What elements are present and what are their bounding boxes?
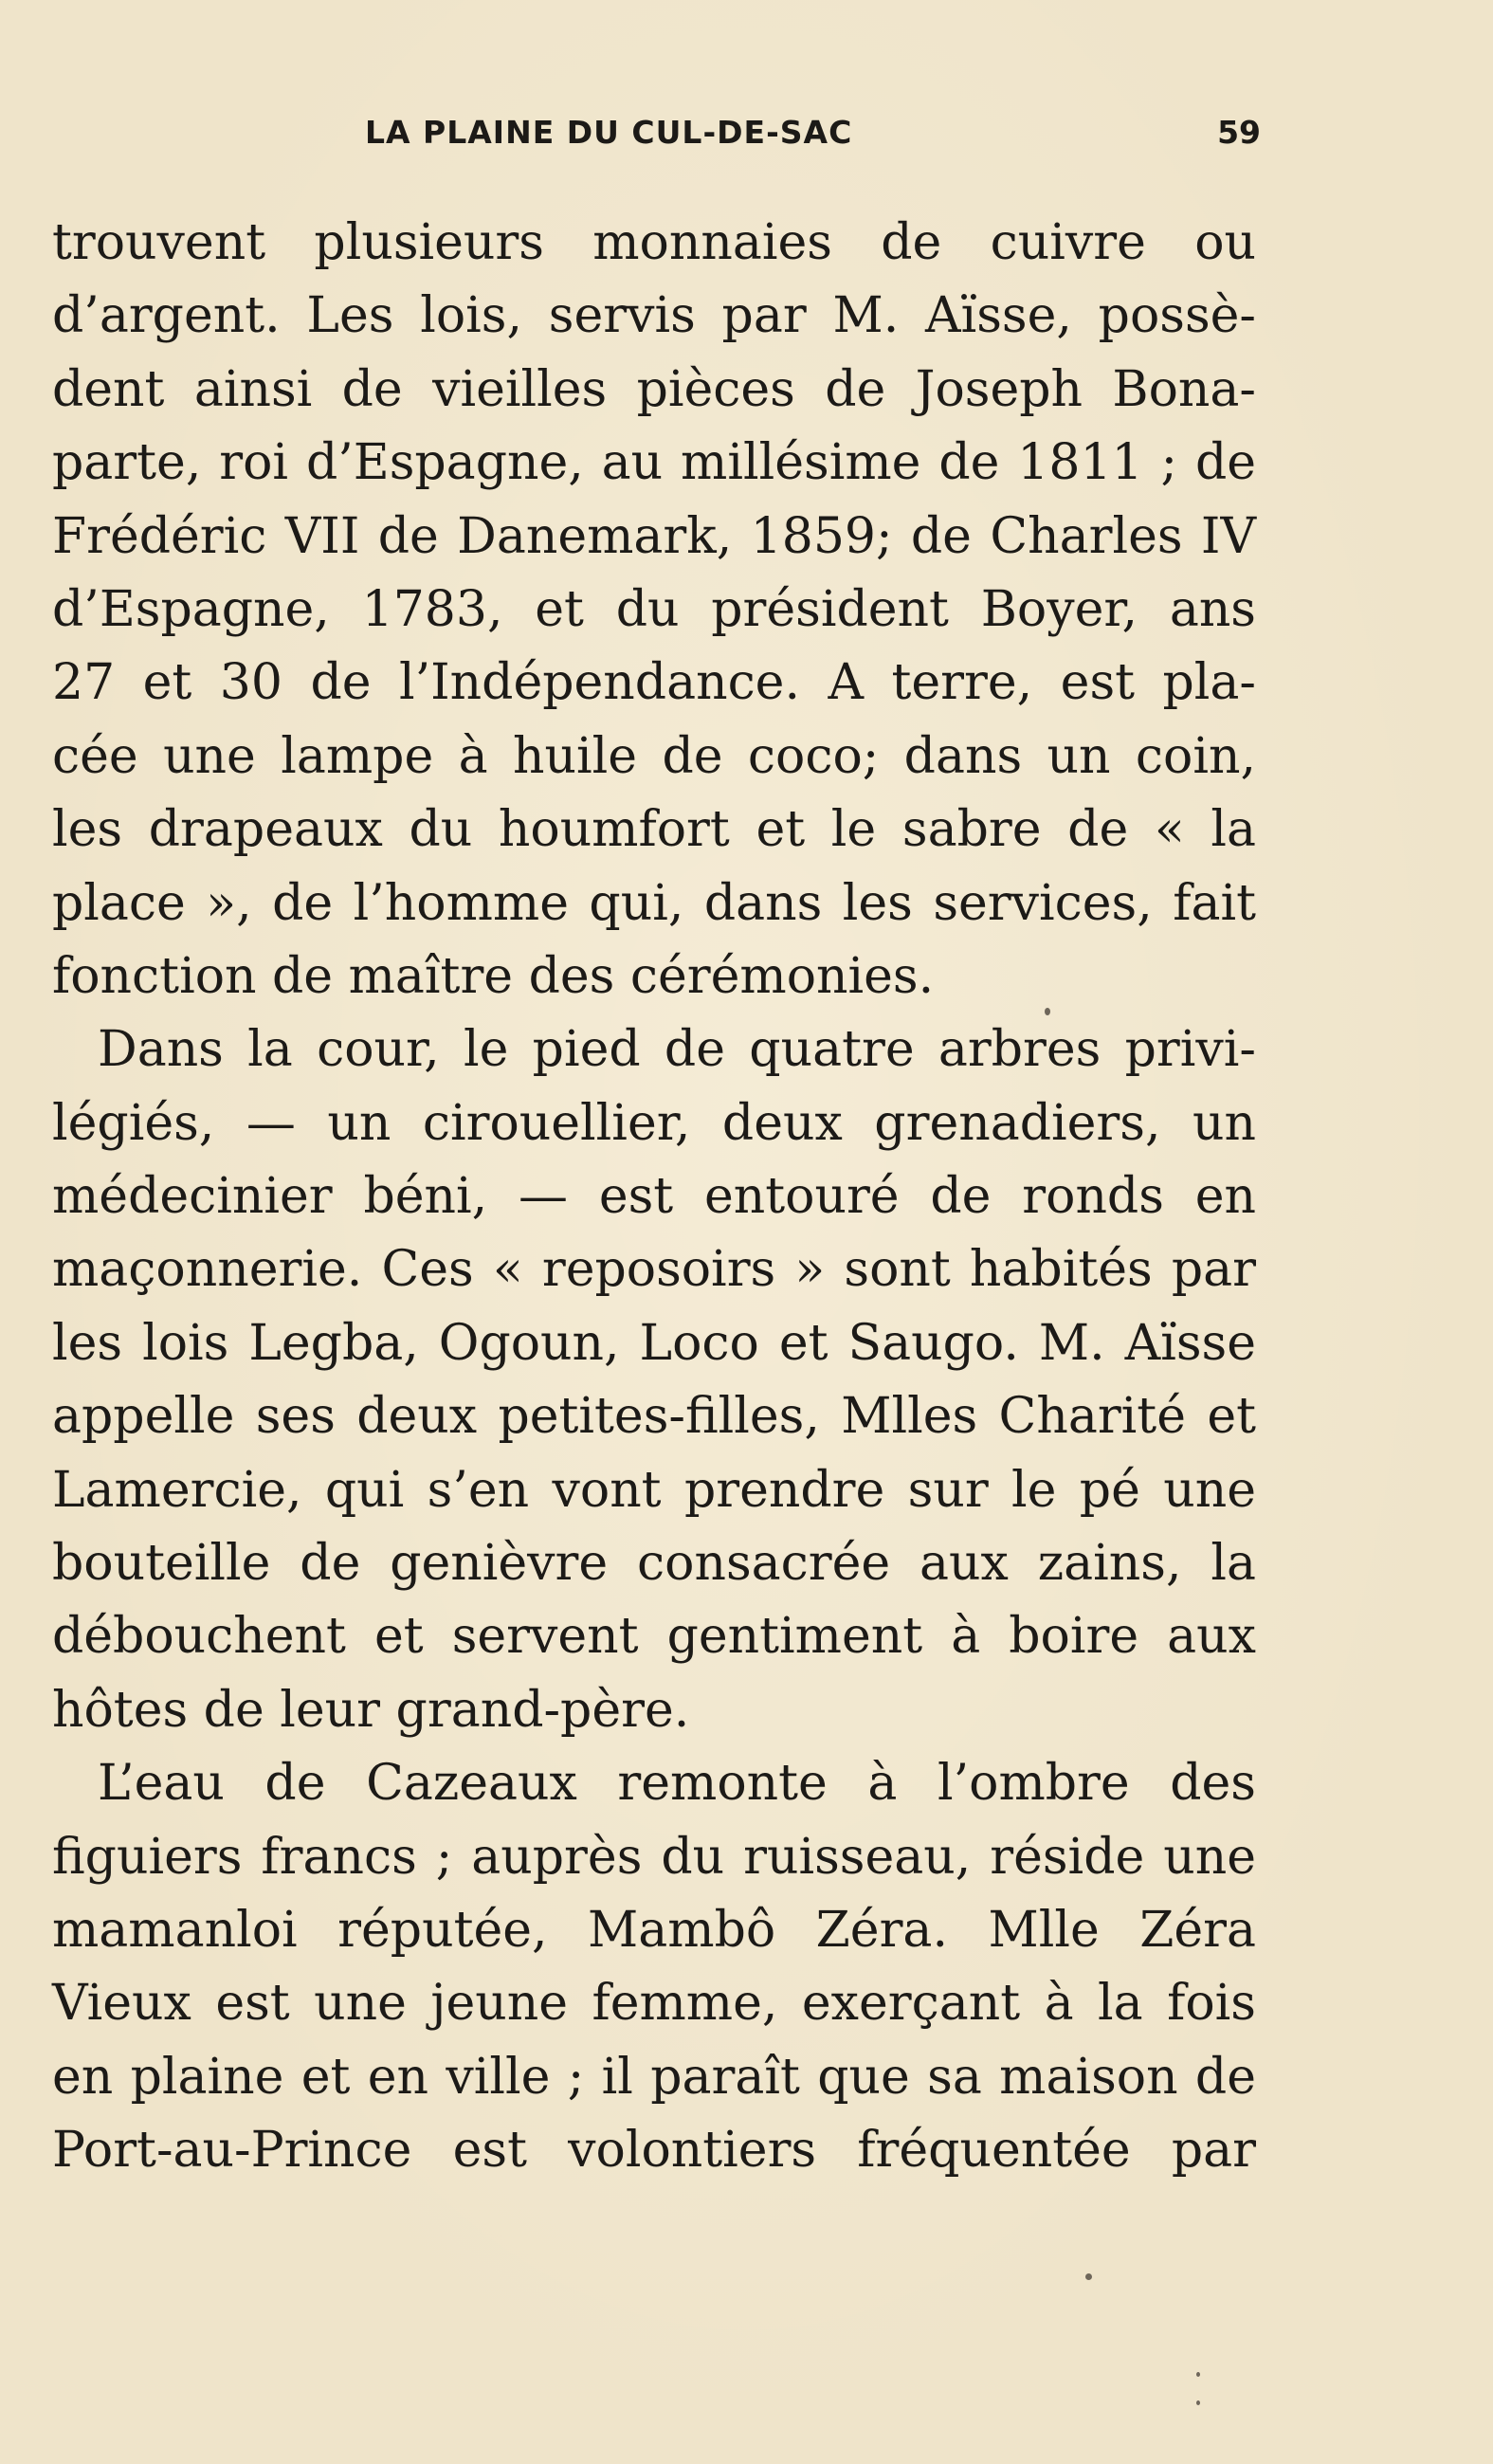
text-line: dent ainsi de vieilles pièces de Joseph Bona- bbox=[52, 360, 1256, 418]
text-line: Frédéric VII de Danemark, 1859; de Charles IV bbox=[52, 507, 1256, 565]
scan-speck bbox=[1045, 1008, 1050, 1015]
paragraph bbox=[52, 207, 1256, 1013]
paragraph bbox=[52, 1747, 1256, 2187]
text-line: en plaine et en ville ; il paraît que sa maison de bbox=[52, 2048, 1256, 2106]
running-head bbox=[52, 114, 1261, 161]
text-line: place », de l’homme qui, dans les services, fait bbox=[52, 874, 1256, 932]
paragraph bbox=[52, 1013, 1256, 1747]
text-line: Dans la cour, le pied de quatre arbres privi- bbox=[98, 1021, 1256, 1079]
text-line: Port-au-Prince est volontiers fréquentée par bbox=[52, 2122, 1256, 2180]
text-line: 27 et 30 de l’Indépendance. A terre, est pla- bbox=[52, 654, 1256, 712]
text-line: fonction de maître des cérémonies. bbox=[52, 947, 935, 1005]
text-line: figuiers francs ; auprès du ruisseau, réside une bbox=[52, 1828, 1256, 1886]
text-line: les drapeaux du houmfort et le sabre de « la bbox=[52, 801, 1256, 859]
text-line: hôtes de leur grand-père. bbox=[52, 1681, 690, 1739]
text-line: les lois Legba, Ogoun, Loco et Saugo. M. Aïsse bbox=[52, 1314, 1256, 1372]
scan-speck bbox=[1196, 2372, 1200, 2377]
scan-speck bbox=[1196, 2400, 1200, 2405]
text-line: débouchent et servent gentiment à boire aux bbox=[52, 1608, 1256, 1666]
text-line: mamanloi réputée, Mambô Zéra. Mlle Zéra bbox=[52, 1901, 1256, 1959]
text-line: d’argent. Les lois, servis par M. Aïsse, possè- bbox=[52, 287, 1256, 345]
text-line: maçonnerie. Ces « reposoirs » sont habités par bbox=[52, 1241, 1256, 1299]
text-line: légiés, — un cirouellier, deux grenadiers, un bbox=[52, 1094, 1256, 1152]
text-line: bouteille de genièvre consacrée aux zains, la bbox=[52, 1535, 1256, 1593]
body-text bbox=[52, 207, 1256, 2188]
text-line: Vieux est une jeune femme, exerçant à la fois bbox=[52, 1975, 1256, 2033]
text-line: médecinier béni, — est entouré de ronds en bbox=[52, 1168, 1256, 1226]
scan-speck bbox=[1085, 2273, 1092, 2280]
text-line: Lamercie, qui s’en vont prendre sur le pé une bbox=[52, 1461, 1256, 1519]
text-line: d’Espagne, 1783, et du président Boyer, ans bbox=[52, 580, 1256, 638]
page-number: 59 bbox=[1217, 114, 1261, 151]
text-line: cée une lampe à huile de coco; dans un coin, bbox=[52, 727, 1256, 785]
text-line: trouvent plusieurs monnaies de cuivre ou bbox=[52, 214, 1256, 271]
text-line: parte, roi d’Espagne, au millésime de 1811 ; de bbox=[52, 434, 1256, 492]
text-line: appelle ses deux petites-filles, Mlles Charité et bbox=[52, 1388, 1256, 1446]
running-title: LA PLAINE DU CUL-DE-SAC bbox=[365, 114, 853, 151]
text-line: L’eau de Cazeaux remonte à l’ombre des bbox=[98, 1755, 1256, 1813]
